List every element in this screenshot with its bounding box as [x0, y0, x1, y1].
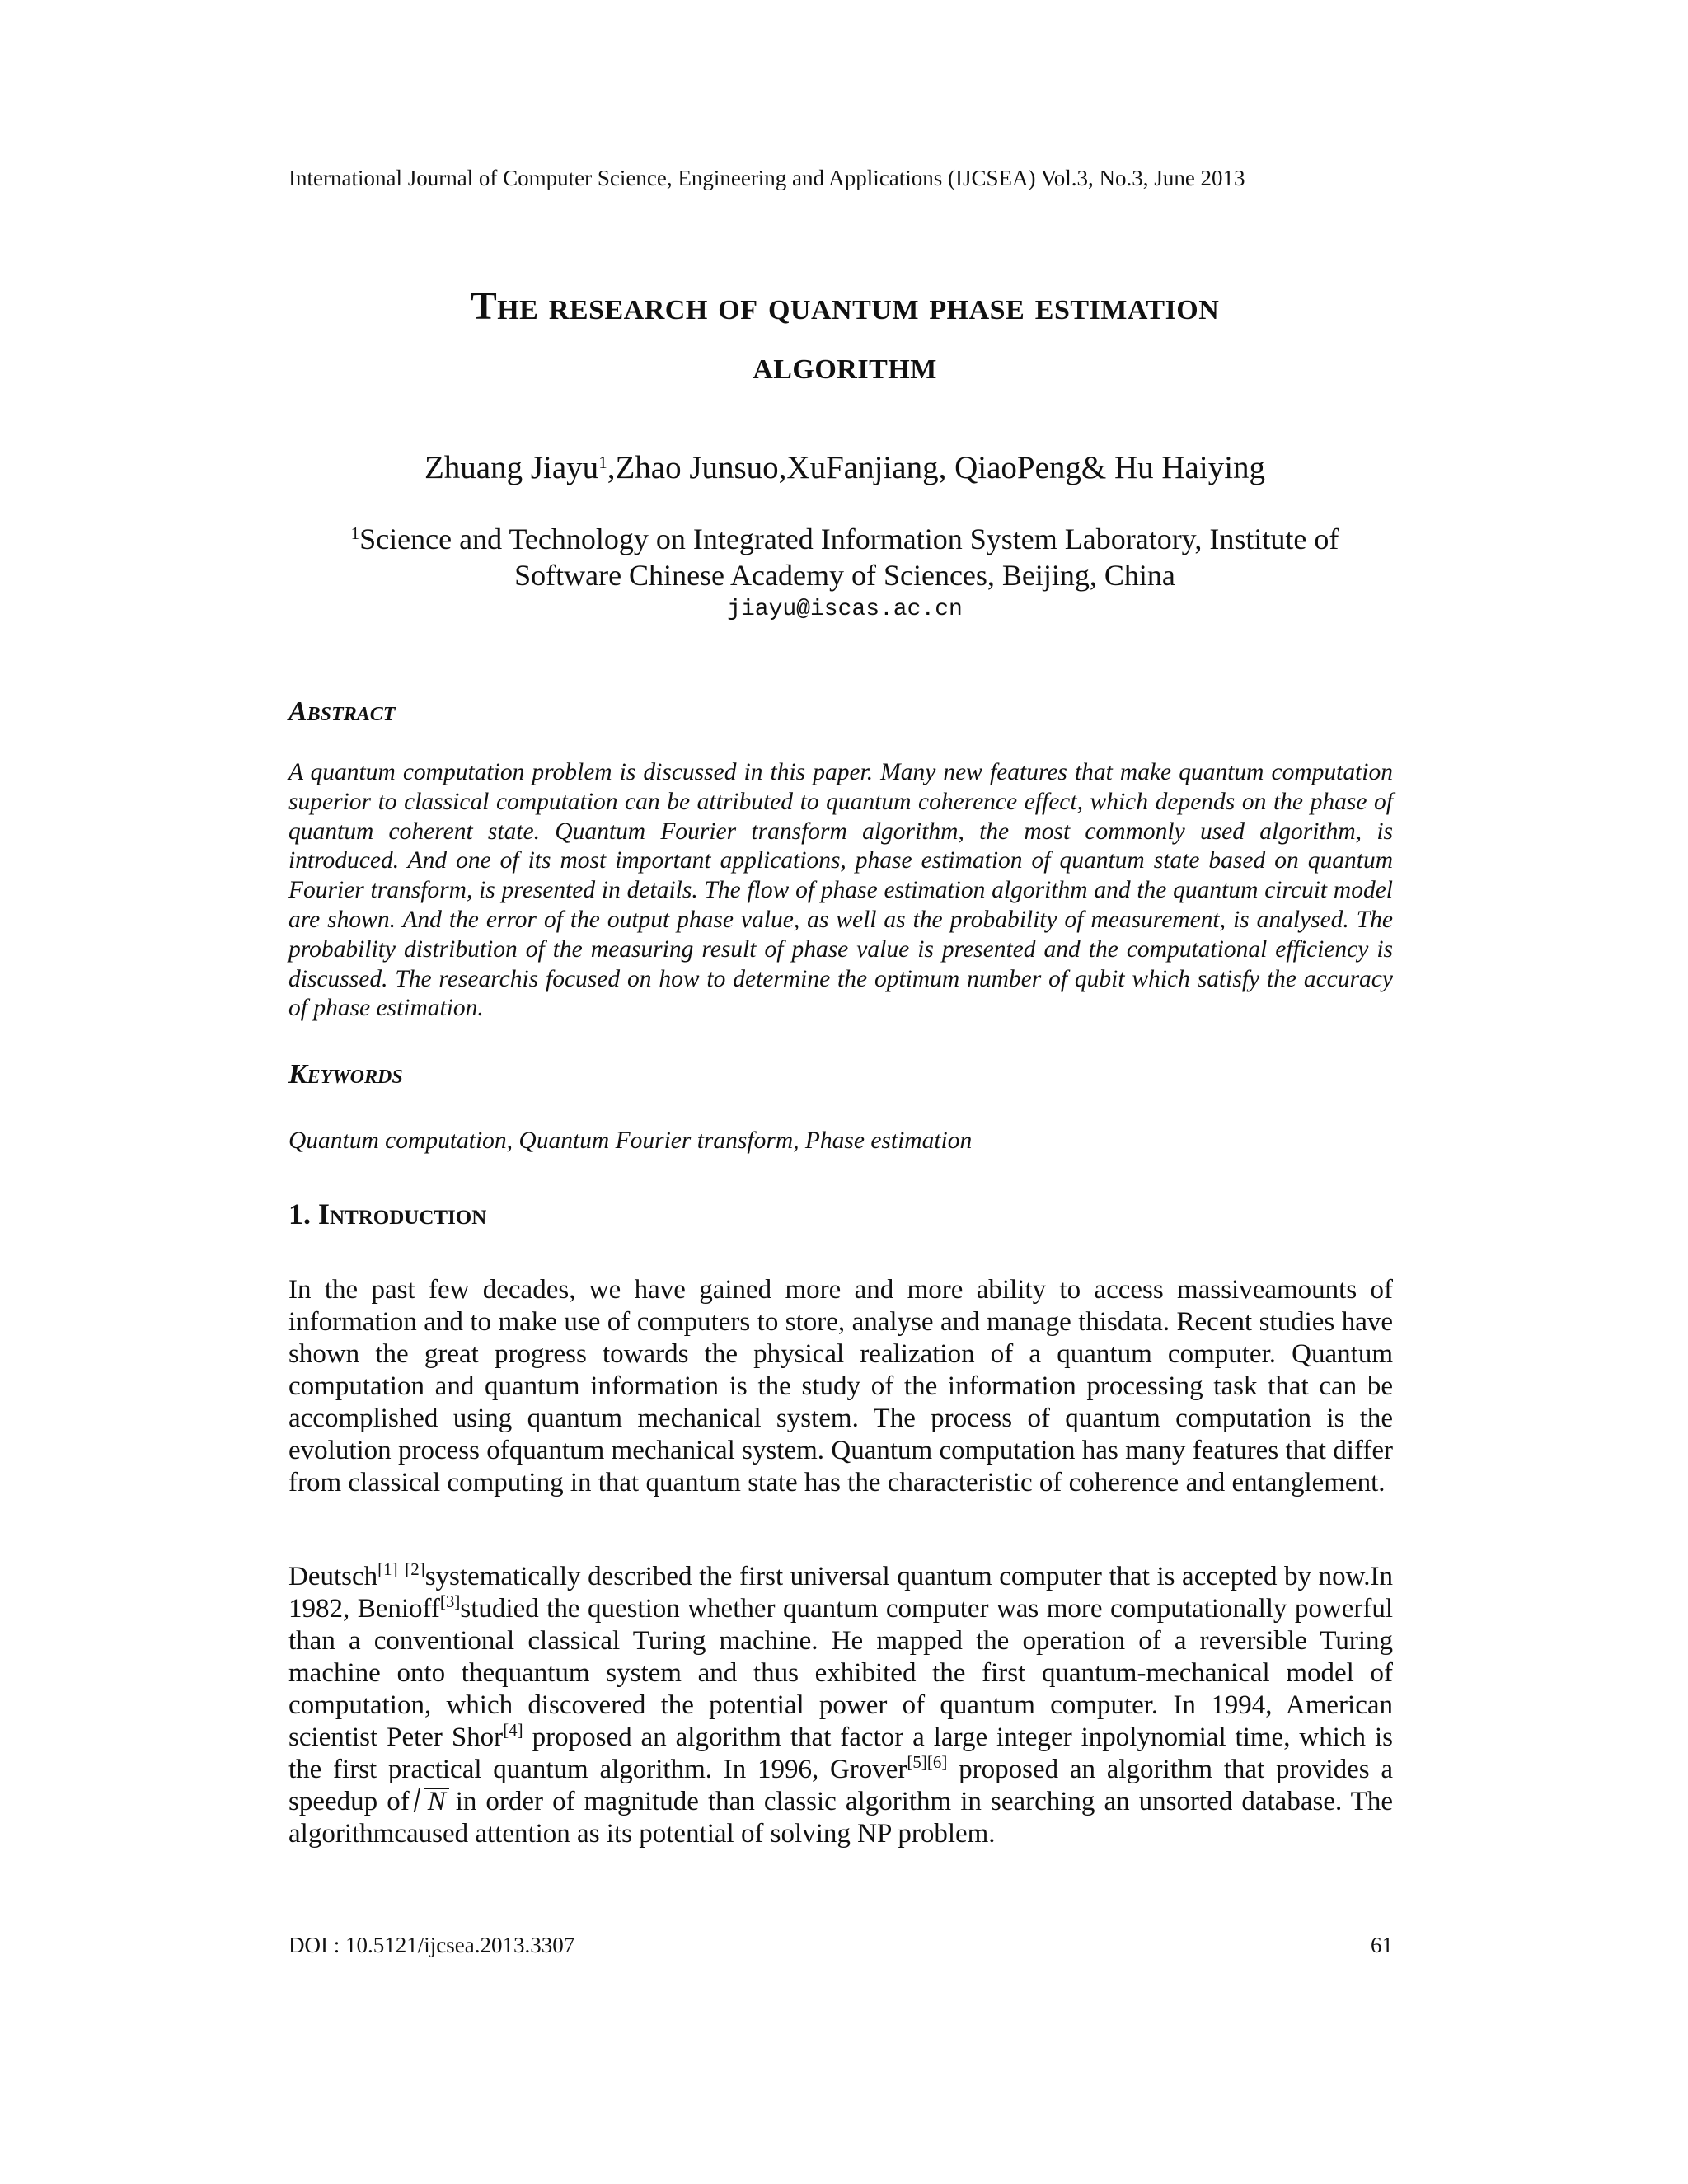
citation-ref[interactable]: [4]: [503, 1720, 523, 1740]
introduction-heading: 1. Introduction: [288, 1197, 487, 1230]
affiliation: [288, 521, 1401, 593]
abstract-text: A quantum computation problem is discussed in this paper. Many new features that make quantum computation superior to classical computation can be attributed to quantum coherence effect, which depends on the phase of quantum coherent state. Quantum Fourier transform algorithm, the most commonly used algorithm, is introduced. And one of its most important applications, phase estimation of quantum state based on quantum Fourier transform, is presented in details. The flow of phase estimation algorithm and the quantum circuit model are shown. And the error of the output phase value, as well as the probability of measurement, is analysed. The probability distribution of the measuring result of phase value is presented and the computational efficiency is discussed. The researchis focused on how to determine the optimum number of qubit which satisfy the accuracy of phase estimation.: [288, 759, 1393, 1022]
radical-bar: [424, 1788, 449, 1789]
footer-doi: DOI : 10.5121/ijcsea.2013.3307: [288, 1933, 575, 1957]
citation-ref[interactable]: [3]: [439, 1591, 461, 1611]
citation-ref[interactable]: [1]: [377, 1559, 398, 1579]
author-email[interactable]: jiayu@iscas.ac.cn: [727, 597, 963, 622]
radical-sign: [413, 1788, 428, 1812]
page-number: 61: [1371, 1933, 1393, 1957]
first-author: Zhuang Jiayu: [424, 450, 599, 485]
co-authors: ,Zhao Junsuo,XuFanjiang, QiaoPeng& Hu Haiying: [607, 450, 1266, 485]
journal-header: International Journal of Computer Science, Engineering and Applications (IJCSEA) Vol.3, No.3, June 2013: [288, 166, 1245, 190]
citation-ref[interactable]: [5]: [907, 1752, 927, 1772]
intro-paragraph-2: Deutsch[1] [2]systematically described the first universal quantum computer that is accepted by now.In 1982, Benioff[3]studied the question whether quantum computer was more computationally powerful than a conventional classical Turing machine. He mapped the operation of a reversible Turing machine onto thequantum system and thus exhibited the first quantum-mechanical model of computation, which discovered the potential power of quantum computer. In 1994, American scientist Peter Shor[4] proposed an algorithm that factor a large integer inpolynomial time, which is the first practical quantum algorithm. In 1996, Grover[5][6] proposed an algorithm that provides a speedup of N in order of magnitude than classic algorithm in searching an unsorted database. The algorithmcaused attention as its potential of solving NP problem.: [288, 1559, 1394, 1849]
author-list: [288, 447, 1401, 490]
title-line-2: algorithm: [753, 344, 937, 387]
citation-ref[interactable]: [2]: [405, 1559, 425, 1579]
author-affiliation-marker: 1: [598, 452, 607, 472]
intro-paragraph-1: In the past few decades, we have gained more and more ability to access massiveamounts of information and to make use of computers to store, analyse and manage thisdata. Recent studies have shown the great progress towards the physical realization of a quantum computer. Quantum computation and quantum information is the study of the information processing task that can be accomplished using quantum mechanical system. The process of quantum computation is the evolution process ofquantum mechanical system. Quantum computation has many features that differ from classical computing in that quantum state has the characteristic of coherence and entanglement.: [288, 1275, 1393, 1497]
abstract-heading: Abstract: [288, 696, 396, 727]
citation-ref[interactable]: [6]: [926, 1752, 948, 1772]
affiliation-line-1: $^1$Science and Technology on Integrated Information System Laboratory, Institute of: [350, 523, 1339, 555]
keywords-text: Quantum computation, Quantum Fourier transform, Phase estimation: [288, 1127, 973, 1154]
title-line-1: The research of quantum phase estimation: [470, 284, 1220, 328]
affiliation-line-2: Software Chinese Academy of Sciences, Beijing, China: [514, 559, 1175, 592]
paper-title: [288, 277, 1401, 396]
sqrt-n-formula: N: [416, 1786, 449, 1818]
keywords-heading: Keywords: [288, 1059, 403, 1090]
affiliation-marker: 1: [350, 523, 360, 543]
